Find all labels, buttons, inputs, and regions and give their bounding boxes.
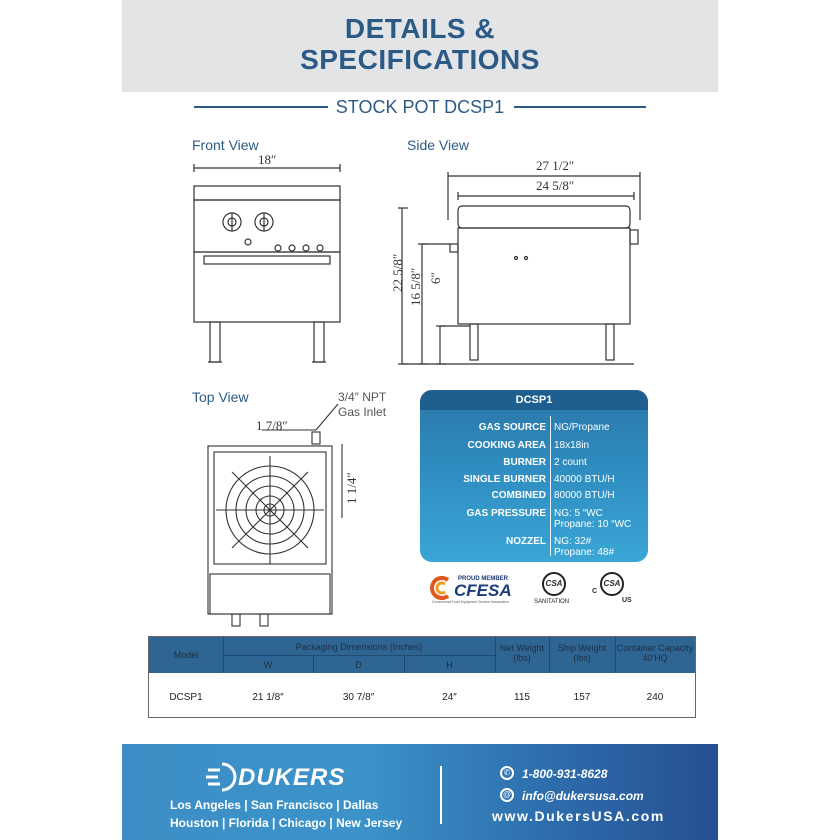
spec-value-burner: 2 count — [554, 457, 587, 468]
spec-key-combined: COMBINED — [491, 490, 546, 501]
col-ship-header — [549, 643, 615, 663]
phone-icon: ✆ — [500, 766, 514, 780]
spec-value-gas-pressure-ng: NG: 5 “WC — [554, 508, 603, 519]
side-overall-depth-dim: 27 1/2″ — [536, 158, 575, 173]
email-icon: @ — [500, 788, 514, 802]
col-container-unit: 40'HQ — [642, 653, 668, 663]
col-net-header — [495, 643, 549, 663]
col-h-header: H — [446, 660, 453, 670]
csa-us-mark: US — [622, 597, 632, 604]
spec-value-cooking-area: 18x18in — [554, 440, 590, 451]
side-body-depth-dim: 24 5/8″ — [536, 178, 575, 193]
dukers-logo-icon — [204, 760, 238, 794]
front-view-drawing — [182, 150, 352, 370]
footer-cities-line-1: Los Angeles | San Francisco | Dallas — [170, 798, 379, 812]
title-line-1: DETAILS & — [344, 13, 496, 44]
col-ship-label: Ship Weight — [557, 643, 607, 653]
spec-key-single-burner: SINGLE BURNER — [463, 474, 546, 485]
col-net-unit: (lbs) — [513, 653, 531, 663]
front-view-label: Front View — [192, 137, 259, 153]
side-view-drawing — [398, 160, 648, 370]
side-view-label: Side View — [407, 137, 470, 153]
col-d-header: D — [355, 660, 362, 670]
footer-brand: DUKERS — [238, 764, 346, 791]
spec-key-gas-pressure: GAS PRESSURE — [466, 508, 546, 519]
spec-key-gas-source: GAS SOURCE — [478, 422, 546, 433]
cell-net-weight: 115 — [514, 692, 530, 703]
footer-separator — [440, 766, 442, 824]
cell-model: DCSP1 — [169, 692, 203, 703]
top-inlet-depth-dim: 1 1/4″ — [344, 472, 359, 504]
csa-cus-mark: CSA — [600, 572, 624, 596]
spec-value-gas-pressure-propane: Propane: 10 “WC — [554, 519, 632, 530]
front-width-dim: 18″ — [258, 152, 277, 167]
col-container-label: Container Capacity — [616, 643, 694, 653]
col-w-header: W — [263, 660, 273, 670]
cfesa-swirl-icon — [430, 576, 452, 600]
top-inlet-offset-dim: 1 7/8″ — [256, 418, 288, 433]
cell-d: 30 7/8″ — [342, 692, 375, 703]
spec-divider — [550, 416, 551, 556]
footer-website[interactable]: www.DukersUSA.com — [492, 808, 665, 824]
footer-email[interactable]: info@dukersusa.com — [522, 789, 644, 803]
header-band — [122, 0, 718, 92]
spec-panel — [420, 390, 648, 562]
cell-ship-weight: 157 — [573, 692, 591, 703]
cfesa-wordmark: CFESA — [454, 581, 512, 600]
side-body-height-dim: 16 5/8″ — [408, 267, 423, 306]
packaging-table — [148, 636, 696, 718]
product-subtitle: STOCK POT DCSP1 — [335, 97, 505, 117]
title-line-2: SPECIFICATIONS — [300, 44, 540, 75]
gas-inlet-note-line-2: Gas Inlet — [338, 405, 387, 419]
spec-value-single-burner: 40000 BTU/H — [554, 474, 615, 485]
csa-cus-logo — [592, 570, 640, 610]
gas-inlet-note-line-1: 3/4″ NPT — [338, 390, 387, 404]
cfesa-logo — [430, 570, 514, 610]
col-container-header — [615, 643, 695, 663]
csa-sanitation-logo — [534, 570, 582, 610]
spec-value-gas-source: NG/Propane — [554, 422, 610, 433]
footer-band — [122, 744, 718, 840]
spec-key-nozzel: NOZZEL — [506, 536, 546, 547]
cell-h: 24″ — [442, 692, 457, 703]
csa-c-mark: C — [592, 588, 598, 595]
col-net-label: Net Weight — [499, 643, 545, 653]
col-packaging-header: Packaging Dimensions (Inches) — [295, 642, 423, 652]
cfesa-top-text: PROUD MEMBER — [458, 576, 509, 582]
side-leg-height-dim: 6″ — [428, 272, 443, 284]
top-view-label: Top View — [192, 389, 249, 405]
spec-value-nozzel-ng: NG: 32# — [554, 536, 592, 547]
spec-value-nozzel-propane: Propane: 48# — [554, 547, 615, 558]
subtitle-rule-right — [514, 106, 646, 108]
spec-sheet — [122, 0, 718, 840]
csa-sanitation-mark: CSA — [542, 572, 566, 596]
top-view-drawing — [202, 398, 352, 634]
cfesa-subtext: Commercial Food Equipment Service Association — [432, 600, 509, 604]
spec-key-cooking-area: COOKING AREA — [467, 440, 546, 451]
spec-panel-title: DCSP1 — [420, 390, 648, 410]
spec-key-burner: BURNER — [503, 457, 546, 468]
side-total-height-dim: 22 5/8″ — [390, 253, 405, 292]
footer-phone[interactable]: 1-800-931-8628 — [522, 767, 608, 781]
footer-cities-line-2: Houston | Florida | Chicago | New Jersey — [170, 816, 403, 830]
col-model-header: Model — [173, 650, 199, 660]
col-ship-unit: (lbs) — [573, 653, 591, 663]
cell-container-capacity: 240 — [646, 692, 664, 703]
spec-value-combined: 80000 BTU/H — [554, 490, 615, 501]
csa-sanitation-caption: SANITATION — [534, 599, 570, 605]
cell-w: 21 1/8″ — [252, 692, 284, 703]
